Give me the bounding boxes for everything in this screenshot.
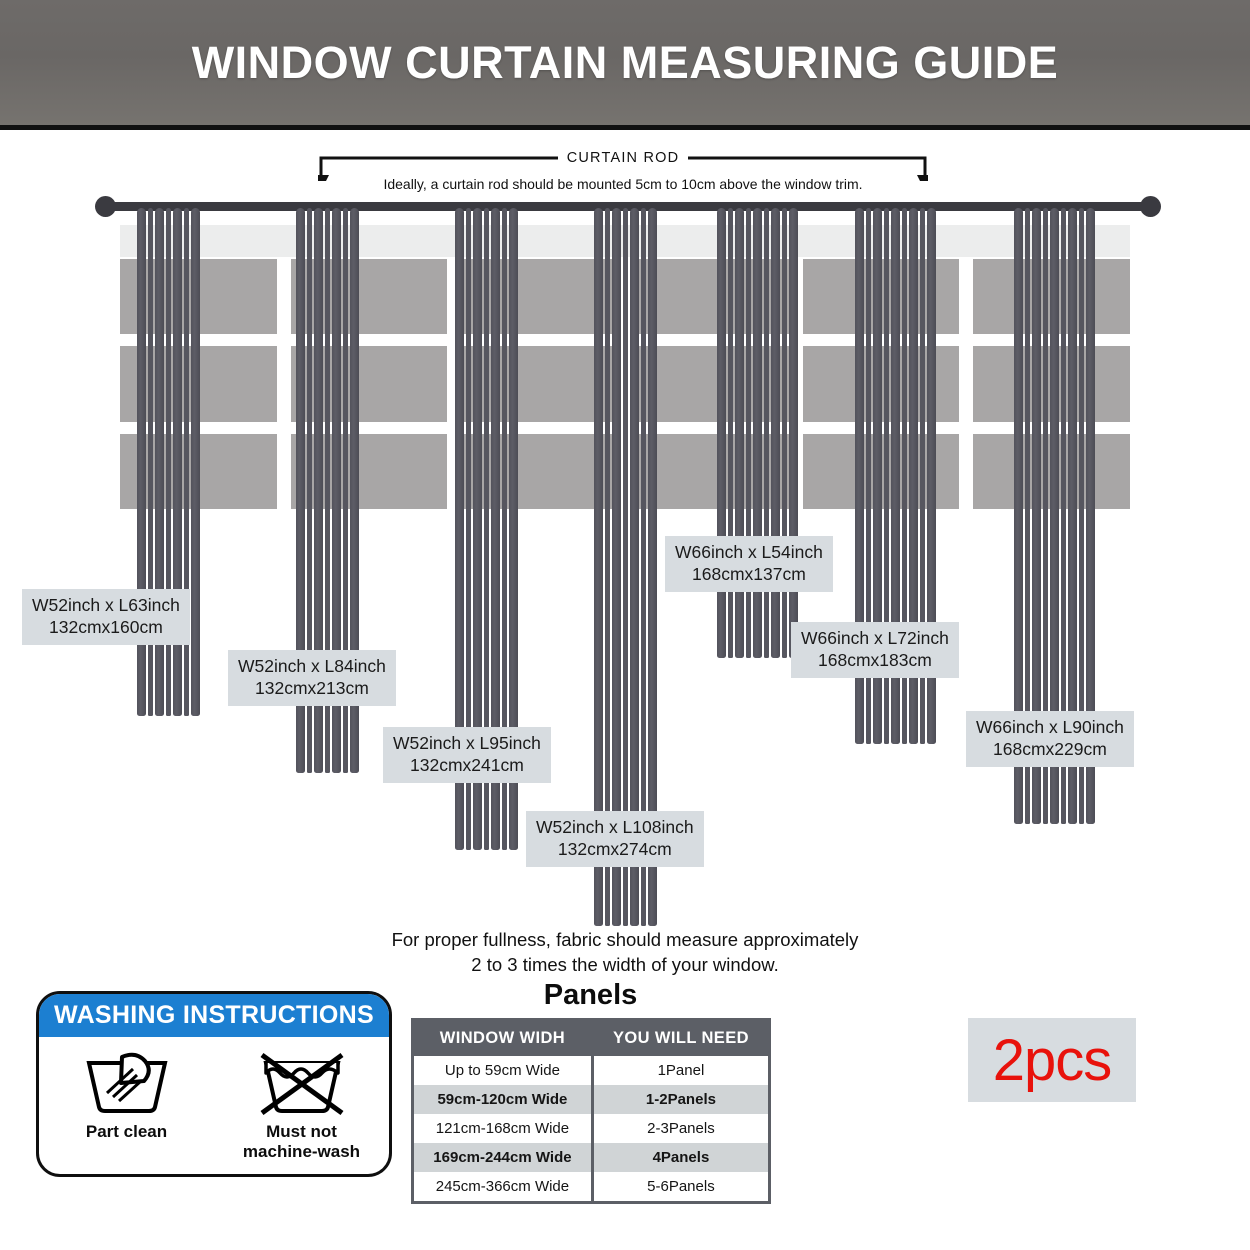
washing-instructions-title: WASHING INSTRUCTIONS [54,1001,374,1029]
table-column-header-window-width: WINDOW WIDH [413,1020,593,1057]
washing-item-caption [227,1122,377,1161]
size-label-5 [665,536,833,592]
washing-item-caption: Part clean [85,1122,168,1141]
size-label-metric: 168cmx229cm [993,739,1107,760]
size-label-metric: 168cmx183cm [818,650,932,671]
table-row [413,1172,770,1203]
size-label-metric: 132cmx213cm [255,678,369,699]
washing-item-caption-line-2: machine-wash [242,1141,361,1161]
table-cell-window-width: 169cm-244cm Wide [413,1143,593,1172]
size-label-imperial: W52inch x L108inch [536,817,694,837]
fullness-note-line-2: 2 to 3 times the width of your window. [471,953,779,975]
table-cell-panels-needed: 1Panel [592,1056,769,1085]
table-row [413,1056,770,1085]
hand-wash-basin-icon [81,1049,173,1115]
table-row [413,1114,770,1143]
fullness-note [0,928,1250,978]
quantity-badge [968,1018,1136,1102]
curtain-pleat [191,208,200,716]
size-label-metric: 132cmx274cm [557,839,672,860]
table-cell-panels-needed: 1-2Panels [592,1085,769,1114]
washing-item-no-machine-wash [227,1049,377,1161]
size-label-7 [966,711,1134,767]
size-label-imperial: W52inch x L95inch [393,733,541,753]
washing-item-caption-line-1: Must not [266,1122,337,1141]
size-label-metric: 132cmx241cm [410,755,524,776]
table-cell-panels-needed: 2-3Panels [592,1114,769,1143]
washing-item-part-clean [52,1049,202,1142]
curtain-rod-finial-right [1140,196,1161,217]
table-cell-panels-needed: 4Panels [592,1143,769,1172]
page-title: WINDOW CURTAIN MEASURING GUIDE [191,36,1059,88]
curtain-rod-label: CURTAIN ROD [559,150,688,166]
size-label-3 [383,727,551,783]
size-label-metric: 168cmx137cm [692,564,806,585]
panels-table [411,1018,771,1204]
fullness-note-line-1: For proper fullness, fabric should measure approximately [391,929,859,950]
table-cell-panels-needed: 5-6Panels [592,1172,769,1203]
page-header [0,0,1250,130]
washing-instructions-card [36,991,392,1177]
table-cell-window-width: 59cm-120cm Wide [413,1085,593,1114]
size-label-imperial: W66inch x L54inch [675,542,823,562]
no-machine-wash-icon [256,1049,348,1115]
table-cell-window-width: 245cm-366cm Wide [413,1172,593,1203]
table-cell-window-width: Up to 59cm Wide [413,1056,593,1085]
size-label-2 [228,650,396,706]
size-label-imperial: W52inch x L63inch [32,595,180,615]
washing-instructions-body [39,1037,389,1174]
curtain-rod-note: Ideally, a curtain rod should be mounted 5cm to 10cm above the window trim. [383,176,863,192]
size-label-imperial: W66inch x L72inch [801,628,949,648]
table-column-header-you-will-need: YOU WILL NEED [592,1020,769,1057]
size-label-imperial: W52inch x L84inch [238,656,386,676]
washing-instructions-header [39,994,389,1037]
curtain-scene [0,130,1250,930]
table-row [413,1085,770,1114]
table-header-row [413,1020,770,1057]
panels-table-title: Panels [543,979,638,1011]
size-label-imperial: W66inch x L90inch [976,717,1124,737]
curtain-rod-finial-left [95,196,116,217]
quantity-badge-label: 2pcs [992,1027,1112,1093]
size-label-4 [526,811,704,867]
size-label-6 [791,622,959,678]
table-cell-window-width: 121cm-168cm Wide [413,1114,593,1143]
table-row [413,1143,770,1172]
size-label-metric: 132cmx160cm [49,617,163,638]
size-label-1 [22,589,190,645]
